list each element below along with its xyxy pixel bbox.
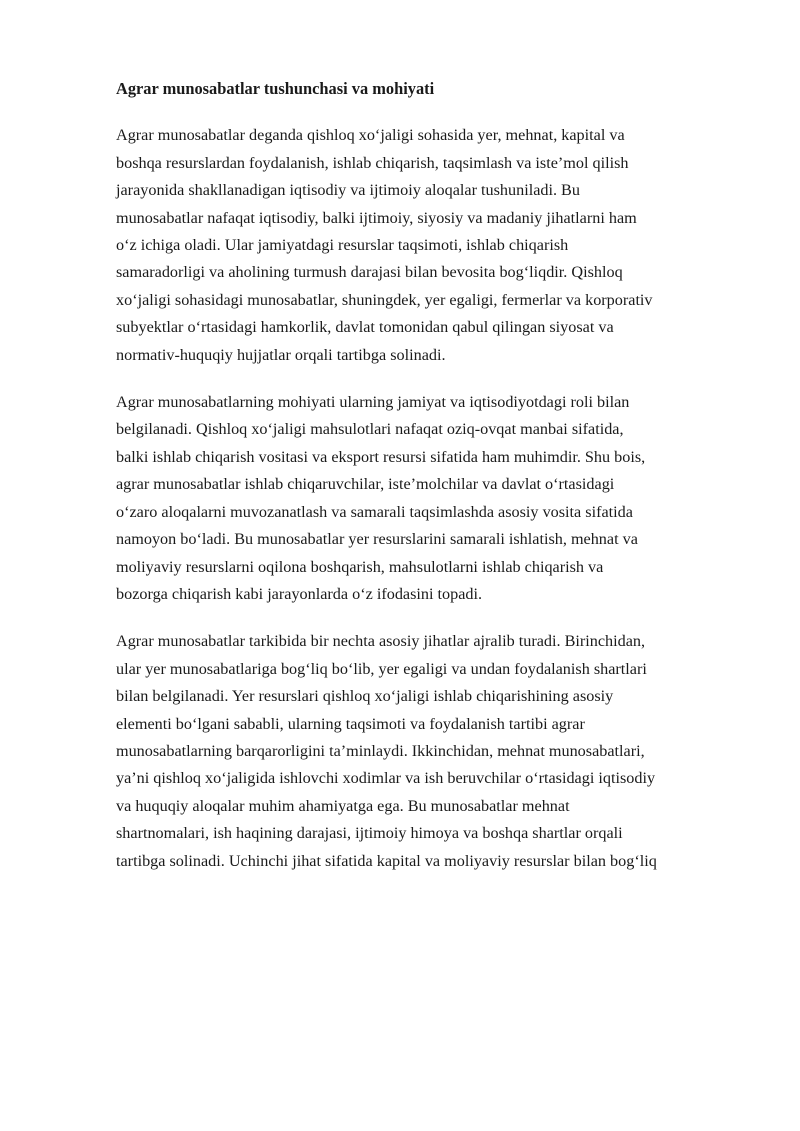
text-line: ya’ni qishloq xo‘jaligida ishlovchi xodimlar va ish beruvchilar o‘rtasidagi iqtisodiy <box>116 769 656 788</box>
text-line: munosabatlarning barqarorligini ta’minlaydi. Ikkinchidan, mehnat munosabatlari, <box>116 741 645 760</box>
text-line: namoyon bo‘ladi. Bu munosabatlar yer resurslarini samarali ishlatish, mehnat va <box>116 530 638 549</box>
text-line: Agrar munosabatlarning mohiyati ularning jamiyat va iqtisodiyotdagi roli bilan <box>116 393 630 412</box>
document-title: Agrar munosabatlar tushunchasi va mohiyati <box>116 79 435 98</box>
text-line: agrar munosabatlar ishlab chiqaruvchilar, iste’molchilar va davlat o‘rtasidagi <box>116 475 615 494</box>
text-line: munosabatlar nafaqat iqtisodiy, balki ijtimoiy, siyosiy va madaniy jihatlarni ham <box>116 208 637 227</box>
text-line: bozorga chiqarish kabi jarayonlarda o‘z ifodasini topadi. <box>116 584 483 603</box>
text-line: xo‘jaligi sohasidagi munosabatlar, shuningdek, yer egaligi, fermerlar va korporativ <box>116 290 653 309</box>
paragraph-2 <box>116 389 746 608</box>
text-line: Agrar munosabatlar deganda qishloq xo‘jaligi sohasida yer, mehnat, kapital va <box>116 126 625 145</box>
text-line: balki ishlab chiqarish vositasi va eksport resursi sifatida ham muhimdir. Shu bois, <box>116 447 646 466</box>
text-line: normativ-huquqiy hujjatlar orqali tartibga solinadi. <box>116 345 446 364</box>
text-line: tartibga solinadi. Uchinchi jihat sifatida kapital va moliyaviy resurslar bilan bog‘liq <box>116 851 657 870</box>
text-line: boshqa resurslardan foydalanish, ishlab chiqarish, taqsimlash va iste’mol qilish <box>116 153 629 172</box>
text-line: bilan belgilanadi. Yer resurslari qishloq xo‘jaligi ishlab chiqarishining asosiy <box>116 687 614 706</box>
text-line: o‘zaro aloqalarni muvozanatlash va samarali taqsimlashda asosiy vosita sifatida <box>116 502 633 521</box>
paragraph-3 <box>116 628 746 875</box>
text-line: va huquqiy aloqalar muhim ahamiyatga ega. Bu munosabatlar mehnat <box>116 796 570 815</box>
document-body <box>116 75 746 895</box>
text-line: Agrar munosabatlar tarkibida bir nechta asosiy jihatlar ajralib turadi. Birinchidan, <box>116 632 646 651</box>
text-line: o‘z ichiga oladi. Ular jamiyatdagi resurslar taqsimoti, ishlab chiqarish <box>116 236 569 255</box>
text-line: belgilanadi. Qishloq xo‘jaligi mahsulotlari nafaqat oziq-ovqat manbai sifatida, <box>116 420 624 439</box>
paragraph-1 <box>116 122 746 369</box>
text-line: elementi bo‘lgani sababli, ularning taqsimoti va foydalanish tartibi agrar <box>116 714 585 733</box>
text-line: shartnomalari, ish haqining darajasi, ijtimoiy himoya va boshqa shartlar orqali <box>116 824 623 843</box>
text-line: subyektlar o‘rtasidagi hamkorlik, davlat tomonidan qabul qilingan siyosat va <box>116 318 614 337</box>
text-line: moliyaviy resurslarni oqilona boshqarish, mahsulotlarni ishlab chiqarish va <box>116 557 604 576</box>
text-line: ular yer munosabatlariga bog‘liq bo‘lib, yer egaligi va undan foydalanish shartlari <box>116 659 647 678</box>
text-line: jarayonida shakllanadigan iqtisodiy va ijtimoiy aloqalar tushuniladi. Bu <box>116 181 580 200</box>
text-line: samaradorligi va aholining turmush darajasi bilan bevosita bog‘liqdir. Qishloq <box>116 263 623 282</box>
